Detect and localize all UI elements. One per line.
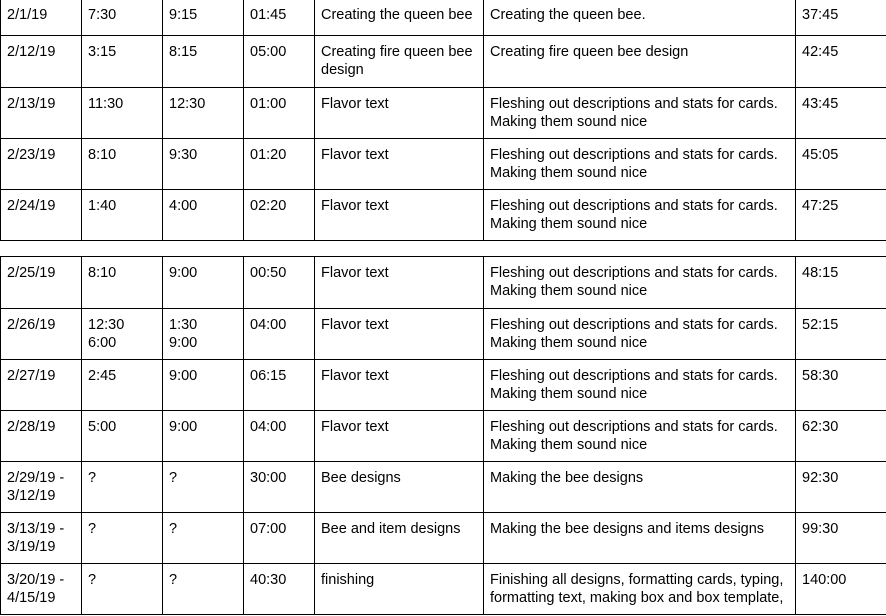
date-cell (1, 0, 82, 36)
start-time-cell-line: ? (88, 470, 97, 486)
table-row (1, 513, 886, 564)
end-time-cell (163, 462, 244, 513)
description-cell (484, 88, 796, 139)
start-time-cell (82, 309, 163, 360)
date-cell (1, 360, 82, 411)
description-cell-line: Making them sound nice (490, 437, 648, 453)
task-cell-line: Flavor text (321, 317, 389, 333)
start-time-cell (82, 139, 163, 190)
end-time-cell-line: 9:00 (169, 265, 198, 281)
end-time-cell (163, 564, 244, 615)
task-cell (315, 139, 484, 190)
table-row (1, 564, 886, 615)
end-time-cell (163, 513, 244, 564)
total-time-cell: 92:30 (796, 462, 886, 513)
description-cell-line: Making the bee designs (490, 470, 644, 486)
start-time-cell (82, 36, 163, 88)
date-cell-line: 3/12/19 (7, 488, 56, 504)
date-cell (1, 411, 82, 462)
duration-cell: 40:30 (244, 564, 315, 615)
table-row (1, 411, 886, 462)
task-cell (315, 462, 484, 513)
start-time-cell-line: 12:30 (88, 317, 125, 333)
date-cell-line: 2/26/19 (7, 317, 56, 333)
date-cell-line: 2/12/19 (7, 44, 56, 60)
end-time-cell-line: ? (169, 470, 178, 486)
description-cell (484, 36, 796, 88)
start-time-cell (82, 462, 163, 513)
description-cell-line: Making them sound nice (490, 216, 648, 232)
task-cell (315, 513, 484, 564)
description-cell (484, 360, 796, 411)
duration-cell: 04:00 (244, 411, 315, 462)
duration-cell: 01:00 (244, 88, 315, 139)
end-time-cell-line: 9:15 (169, 7, 198, 23)
table-row (1, 88, 886, 139)
start-time-cell (82, 513, 163, 564)
date-cell-line: 2/23/19 (7, 147, 56, 163)
task-cell (315, 0, 484, 36)
duration-cell: 01:20 (244, 139, 315, 190)
task-cell (315, 564, 484, 615)
end-time-cell-line: 9:00 (169, 335, 198, 351)
task-cell-line: Creating the queen bee (321, 7, 473, 23)
duration-cell: 02:20 (244, 190, 315, 241)
description-cell-line: Fleshing out descriptions and stats for cards. (490, 198, 778, 214)
table-row (1, 257, 886, 309)
date-cell-line: 4/15/19 (7, 590, 56, 606)
start-time-cell (82, 190, 163, 241)
date-cell-line: 2/1/19 (7, 7, 48, 23)
task-cell-line: finishing (321, 572, 375, 588)
end-time-cell-line: 9:00 (169, 368, 198, 384)
description-cell-line: Fleshing out descriptions and stats for cards. (490, 96, 778, 112)
task-cell-line: design (321, 62, 364, 78)
task-cell-line: Creating fire queen bee (321, 44, 473, 60)
date-cell-line: 2/27/19 (7, 368, 56, 384)
description-cell-line: Making them sound nice (490, 386, 648, 402)
total-time-cell: 43:45 (796, 88, 886, 139)
end-time-cell-line: ? (169, 521, 178, 537)
task-cell (315, 36, 484, 88)
end-time-cell-line: 1:30 (169, 317, 198, 333)
start-time-cell-line: 8:10 (88, 147, 117, 163)
start-time-cell-line: 6:00 (88, 335, 117, 351)
description-cell-line: Fleshing out descriptions and stats for cards. (490, 317, 778, 333)
description-cell-line: Fleshing out descriptions and stats for cards. (490, 147, 778, 163)
task-cell (315, 257, 484, 309)
table-row (1, 36, 886, 88)
description-cell-line: Creating fire queen bee design (490, 44, 689, 60)
end-time-cell-line: 9:30 (169, 147, 198, 163)
time-log-table-2 (0, 256, 886, 615)
end-time-cell (163, 411, 244, 462)
start-time-cell (82, 411, 163, 462)
end-time-cell-line: 9:00 (169, 419, 198, 435)
total-time-cell: 58:30 (796, 360, 886, 411)
description-cell (484, 257, 796, 309)
date-cell (1, 564, 82, 615)
description-cell (484, 411, 796, 462)
description-cell (484, 564, 796, 615)
description-cell-line: Making them sound nice (490, 283, 648, 299)
start-time-cell (82, 564, 163, 615)
description-cell-line: Making them sound nice (490, 335, 648, 351)
total-time-cell: 45:05 (796, 139, 886, 190)
time-log-table-1 (0, 0, 886, 241)
start-time-cell (82, 0, 163, 36)
description-cell-line: formatting text, making box and box template, (490, 590, 784, 606)
description-cell-line: Fleshing out descriptions and stats for cards. (490, 368, 778, 384)
description-cell-line: Making the bee designs and items designs (490, 521, 765, 537)
end-time-cell (163, 257, 244, 309)
task-cell (315, 190, 484, 241)
end-time-cell (163, 88, 244, 139)
date-cell-line: 2/13/19 (7, 96, 56, 112)
description-cell-line: Fleshing out descriptions and stats for cards. (490, 265, 778, 281)
total-time-cell: 99:30 (796, 513, 886, 564)
date-cell (1, 88, 82, 139)
end-time-cell (163, 0, 244, 36)
table-row (1, 309, 886, 360)
duration-cell: 01:45 (244, 0, 315, 36)
task-cell-line: Bee designs (321, 470, 401, 486)
total-time-cell: 47:25 (796, 190, 886, 241)
description-cell-line: Making them sound nice (490, 165, 648, 181)
description-cell-line: Making them sound nice (490, 114, 648, 130)
end-time-cell (163, 309, 244, 360)
total-time-cell: 48:15 (796, 257, 886, 309)
start-time-cell-line: ? (88, 572, 97, 588)
end-time-cell (163, 36, 244, 88)
date-cell (1, 36, 82, 88)
description-cell (484, 513, 796, 564)
description-cell (484, 309, 796, 360)
start-time-cell (82, 257, 163, 309)
date-cell (1, 139, 82, 190)
end-time-cell-line: 4:00 (169, 198, 198, 214)
table-row (1, 0, 886, 36)
task-cell (315, 411, 484, 462)
start-time-cell-line: 2:45 (88, 368, 117, 384)
end-time-cell (163, 190, 244, 241)
end-time-cell (163, 139, 244, 190)
start-time-cell-line: 3:15 (88, 44, 117, 60)
start-time-cell-line: 5:00 (88, 419, 117, 435)
description-cell (484, 462, 796, 513)
date-cell-line: 2/28/19 (7, 419, 56, 435)
total-time-cell: 52:15 (796, 309, 886, 360)
duration-cell: 05:00 (244, 36, 315, 88)
table-row (1, 139, 886, 190)
date-cell-line: 2/24/19 (7, 198, 56, 214)
start-time-cell-line: 11:30 (88, 96, 124, 112)
start-time-cell-line: 8:10 (88, 265, 117, 281)
duration-cell: 30:00 (244, 462, 315, 513)
date-cell-line: 3/13/19 - (7, 521, 65, 537)
start-time-cell (82, 88, 163, 139)
total-time-cell: 37:45 (796, 0, 886, 36)
start-time-cell-line: 1:40 (88, 198, 117, 214)
start-time-cell-line: ? (88, 521, 97, 537)
task-cell-line: Flavor text (321, 419, 389, 435)
duration-cell: 04:00 (244, 309, 315, 360)
duration-cell: 00:50 (244, 257, 315, 309)
start-time-cell-line: 7:30 (88, 7, 117, 23)
date-cell (1, 257, 82, 309)
description-cell (484, 139, 796, 190)
table-row (1, 190, 886, 241)
date-cell (1, 513, 82, 564)
total-time-cell: 140:00 (796, 564, 886, 615)
table-row (1, 360, 886, 411)
date-cell (1, 190, 82, 241)
end-time-cell-line: 12:30 (169, 96, 206, 112)
description-cell (484, 0, 796, 36)
task-cell-line: Flavor text (321, 96, 389, 112)
description-cell-line: Finishing all designs, formatting cards, typing, (490, 572, 784, 588)
end-time-cell-line: 8:15 (169, 44, 198, 60)
end-time-cell (163, 360, 244, 411)
table-row (1, 462, 886, 513)
task-cell-line: Flavor text (321, 368, 389, 384)
date-cell-line: 2/25/19 (7, 265, 56, 281)
task-cell-line: Flavor text (321, 265, 389, 281)
task-cell-line: Flavor text (321, 198, 389, 214)
description-cell (484, 190, 796, 241)
task-cell (315, 360, 484, 411)
duration-cell: 07:00 (244, 513, 315, 564)
total-time-cell: 42:45 (796, 36, 886, 88)
description-cell-line: Fleshing out descriptions and stats for cards. (490, 419, 778, 435)
date-cell (1, 462, 82, 513)
description-cell-line: Creating the queen bee. (490, 7, 646, 23)
task-cell-line: Bee and item designs (321, 521, 461, 537)
task-cell (315, 309, 484, 360)
end-time-cell-line: ? (169, 572, 178, 588)
task-cell (315, 88, 484, 139)
date-cell-line: 3/19/19 (7, 539, 56, 555)
start-time-cell (82, 360, 163, 411)
date-cell-line: 2/29/19 - (7, 470, 65, 486)
total-time-cell: 62:30 (796, 411, 886, 462)
task-cell-line: Flavor text (321, 147, 389, 163)
date-cell (1, 309, 82, 360)
date-cell-line: 3/20/19 - (7, 572, 65, 588)
duration-cell: 06:15 (244, 360, 315, 411)
